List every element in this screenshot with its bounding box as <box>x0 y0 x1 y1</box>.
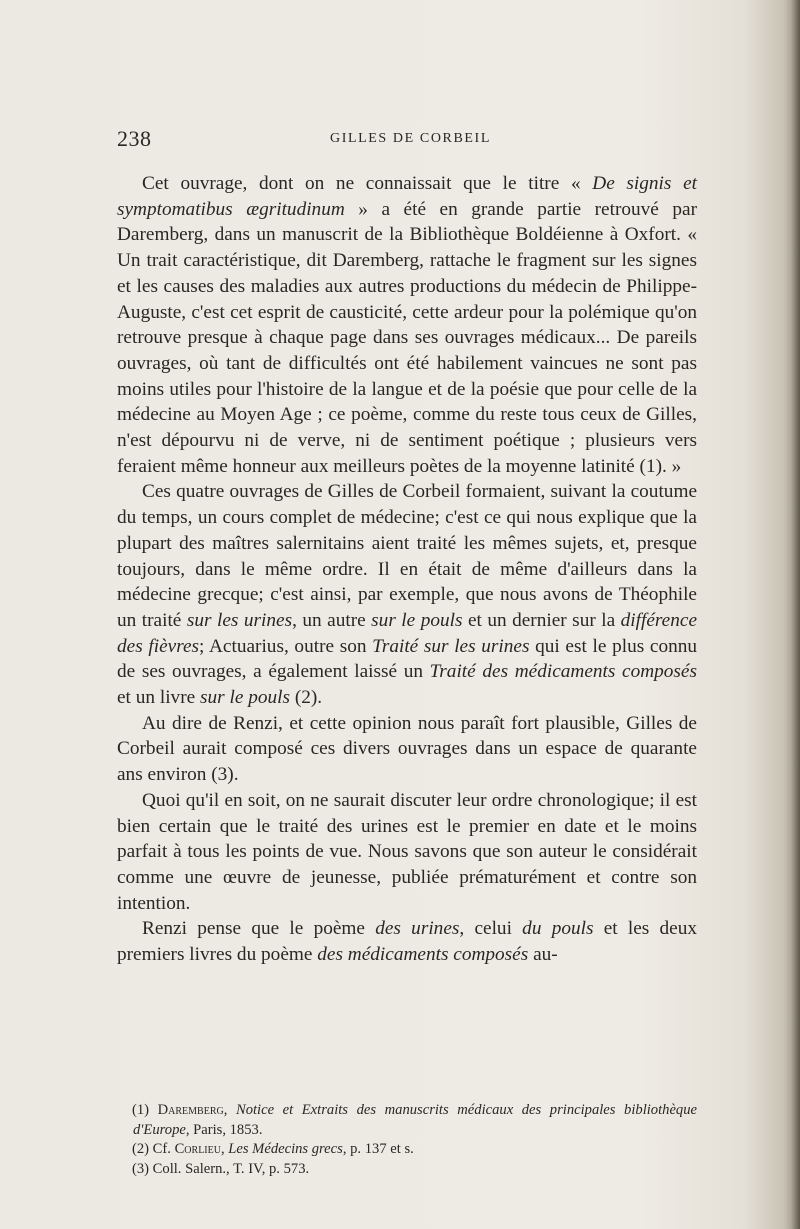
text-run: Cet ouvrage, dont on ne connaissait que le titre « <box>142 173 593 194</box>
text-run: qui est le plus connu de ses ouvrages, a également laissé un <box>117 635 698 683</box>
text-run: Renzi pense que le poème <box>142 918 376 940</box>
italic-text: sur le pouls <box>200 687 290 709</box>
text-run: , <box>220 1141 229 1157</box>
text-run: (2) Cf. <box>132 1141 175 1157</box>
footnote <box>117 1101 697 1140</box>
text-run: et un livre <box>117 687 200 709</box>
italic-text: Traité des médicaments composés <box>429 661 697 683</box>
text-run: (1) <box>132 1102 158 1118</box>
body-text <box>117 171 697 968</box>
paragraph <box>117 171 697 479</box>
author-name: Corlieu <box>174 1141 221 1157</box>
page-header <box>117 126 697 156</box>
text-run: (2). <box>290 687 323 709</box>
paragraph <box>117 479 697 710</box>
italic-text: Les Médecins grecs <box>228 1141 343 1157</box>
text-run: et un dernier sur la <box>462 609 621 631</box>
text-run: au- <box>528 944 558 966</box>
text-run: ; Actuarius, outre son <box>199 635 373 657</box>
text-run: (3) Coll. Salern., T. IV, p. 573. <box>132 1160 310 1177</box>
italic-text: sur le pouls <box>371 609 463 631</box>
italic-text: des médicaments composés <box>317 944 529 966</box>
italic-text: différence des fièvres <box>117 609 697 657</box>
paragraph <box>117 788 697 917</box>
footnote <box>117 1140 697 1160</box>
text-run: et les deux premiers livres du poème <box>117 918 698 966</box>
paragraph <box>117 711 697 788</box>
italic-text: De signis et symptomatibus ægritudinum <box>117 173 698 220</box>
text-run: Quoi qu'il en soit, on ne saurait discuter leur ordre chronologique; il est bien certain que le traité des urines est le premier en date et le moins parfait à tous les points de vue. Nous savons que son auteur le considérait comme une œuvre de jeunesse, publiée prématurément et contre son intention. <box>117 789 697 914</box>
text-run: , celui <box>459 918 523 940</box>
text-run: » a été en grande partie retrouvé par Daremberg, dans un manuscrit de la Bibliothèque Boldéienne à Oxfort. « Un trait caractéristique, dit Daremberg, rattache le fragment sur les signes et les causes des maladies aux autres productions du médecin de Philippe-Auguste, c'est cet esprit de causticité, cette ardeur pour la polémique qu'on retrouve presque à chaque page dans ses ouvrages médicaux... De pareils ouvrages, où tant de difficultés ont été habilement vaincues ne sont pas moins utiles pour l'histoire de la langue et de la poésie que pour celle de la médecine au Moyen Age ; ce poème, comme du reste tous ceux de Gilles, n'est dépourvu ni de verve, ni de sentiment poétique ; plusieurs vers feraient même honneur aux meilleurs poètes de la moyenne latinité (1). » <box>117 198 698 477</box>
text-run: , <box>223 1102 236 1118</box>
italic-text: sur les urines <box>186 609 293 631</box>
italic-text: des urines <box>375 918 460 940</box>
page-number: 238 <box>117 126 152 151</box>
text-run: , Paris, 1853. <box>185 1121 263 1138</box>
author-name: Daremberg <box>157 1102 224 1118</box>
italic-text: Traité sur les urines <box>372 635 530 657</box>
text-run: Ces quatre ouvrages de Gilles de Corbeil formaient, suivant la coutume du temps, un cours complet de médecine; c'est ce qui nous explique que la plupart des maîtres salernitains aient traité les mêmes sujets, et, presque toujours, dans le même ordre. Il en était de même d'ailleurs dans la médecine grecque; c'est ainsi, par exemple, que nous avons de Théophile un traité <box>117 481 697 631</box>
italic-text: du pouls <box>522 918 594 940</box>
footnotes <box>117 1101 697 1179</box>
text-run: , un autre <box>292 609 372 631</box>
footnote <box>117 1160 697 1180</box>
text-run: Au dire de Renzi, et cette opinion nous paraît fort plausible, Gilles de Corbeil aurait composé ces divers ouvrages dans un espace de quarante ans environ (3). <box>117 712 697 786</box>
text-run: , p. 137 et s. <box>342 1141 414 1157</box>
running-head: GILLES DE CORBEIL <box>330 131 491 146</box>
binding-gutter <box>790 0 800 1229</box>
italic-text: Notice et Extraits des manuscrits médicaux des principales bibliothèque d'Europe <box>133 1102 698 1138</box>
paragraph <box>117 916 697 967</box>
